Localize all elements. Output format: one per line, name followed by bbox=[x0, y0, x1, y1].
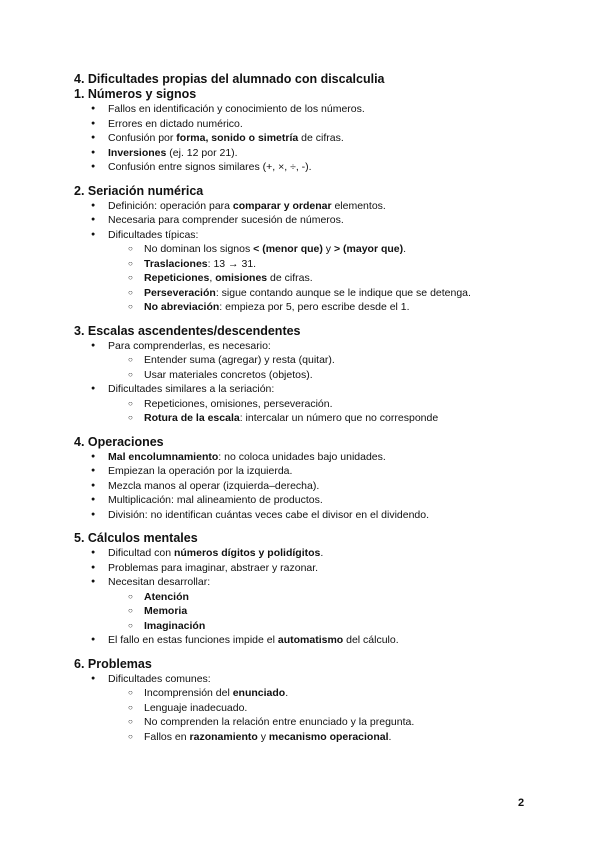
text-segment: Confusión por bbox=[108, 132, 177, 144]
bold-text: números dígitos y polidígitos bbox=[173, 547, 321, 559]
bold-text: Inversiones bbox=[108, 146, 167, 159]
list-item bbox=[74, 633, 554, 648]
list-item bbox=[74, 464, 554, 479]
list-item bbox=[74, 493, 554, 508]
text-segment: : no coloca unidades bajo unidades. bbox=[218, 450, 386, 463]
list-item bbox=[74, 450, 554, 465]
list-item bbox=[74, 131, 554, 146]
sub-list-item bbox=[74, 604, 554, 619]
section-title: 6. Problemas bbox=[74, 656, 152, 671]
list-item bbox=[74, 117, 554, 132]
bold-text: Atención bbox=[144, 590, 189, 603]
sub-list-item bbox=[74, 590, 554, 605]
section-title: 4. Operaciones bbox=[74, 434, 164, 449]
sub-list-item bbox=[74, 686, 554, 701]
bullet-list bbox=[74, 672, 554, 745]
sub-list-item bbox=[74, 411, 554, 426]
text-segment: Lenguaje inadecuado. bbox=[144, 701, 248, 714]
section bbox=[74, 324, 554, 426]
text-segment: Problemas para imaginar, abstraer y razonar. bbox=[108, 561, 319, 574]
bold-text: Memoria bbox=[144, 605, 188, 617]
sub-list-item bbox=[74, 397, 554, 412]
text-segment: Repeticiones, omisiones, perseveración. bbox=[144, 397, 333, 410]
text-segment: de cifras. bbox=[298, 132, 344, 144]
text-segment: Incomprensión del bbox=[144, 687, 233, 699]
section-title: 1. Números y signos bbox=[74, 87, 197, 101]
bold-text: omisiones bbox=[215, 272, 268, 284]
bold-text: Imaginación bbox=[144, 619, 206, 632]
bullet-list bbox=[74, 339, 554, 426]
list-item bbox=[74, 213, 554, 228]
text-segment: Multiplicación: mal alineamiento de productos. bbox=[108, 494, 323, 506]
text-segment: elementos. bbox=[331, 199, 386, 212]
bold-text: < (menor que) bbox=[253, 243, 323, 255]
text-segment: No comprenden la relación entre enunciado y la pregunta. bbox=[144, 716, 415, 728]
sub-bullet-list bbox=[74, 242, 554, 315]
text-segment: de cifras. bbox=[267, 272, 313, 284]
sections-container bbox=[74, 87, 554, 744]
text-segment: (ej. 12 por 21). bbox=[166, 146, 238, 159]
bold-text: automatismo bbox=[277, 634, 344, 646]
bullet-list bbox=[74, 102, 554, 175]
section-title: 3. Escalas ascendentes/descendentes bbox=[74, 323, 301, 338]
bullet-list bbox=[74, 450, 554, 523]
text-segment: Para comprenderlas, es necesario: bbox=[108, 339, 271, 352]
sub-bullet-list bbox=[74, 686, 554, 744]
sub-list-item bbox=[74, 353, 554, 368]
text-segment: Confusión entre signos similares (+, ×, ÷, -). bbox=[108, 161, 312, 173]
list-item bbox=[74, 199, 554, 214]
text-segment: : sigue contando aunque se le indique que se detenga. bbox=[215, 286, 471, 299]
list-item bbox=[74, 160, 554, 175]
sub-list-item bbox=[74, 242, 554, 257]
text-segment: : 13 → 31. bbox=[207, 257, 257, 270]
bold-text: comparar y ordenar bbox=[232, 199, 332, 212]
bold-text: > (mayor que) bbox=[333, 243, 404, 255]
text-segment: Dificultades comunes: bbox=[108, 672, 211, 685]
sub-list-item bbox=[74, 730, 554, 745]
sub-list-item bbox=[74, 368, 554, 383]
document-body bbox=[74, 72, 554, 753]
sub-list-item bbox=[74, 715, 554, 730]
page-number: 2 bbox=[518, 797, 525, 809]
section bbox=[74, 531, 554, 648]
text-segment: Fallos en identificación y conocimiento de los números. bbox=[108, 103, 365, 115]
bold-text: Rotura de la escala bbox=[144, 412, 240, 424]
sub-list-item bbox=[74, 619, 554, 634]
bullet-list bbox=[74, 199, 554, 315]
bold-text: forma, sonido o simetría bbox=[176, 132, 299, 144]
bold-text: Traslaciones bbox=[144, 257, 208, 270]
list-item bbox=[74, 382, 554, 426]
section bbox=[74, 657, 554, 745]
section-title: 2. Seriación numérica bbox=[74, 183, 204, 198]
text-segment: del cálculo. bbox=[343, 634, 399, 646]
text-segment: No dominan los signos bbox=[144, 243, 254, 255]
text-segment: Mezcla manos al operar (izquierda–derecha). bbox=[108, 479, 320, 492]
text-segment: Usar materiales concretos (objetos). bbox=[144, 368, 313, 381]
sub-list-item bbox=[74, 286, 554, 301]
text-segment: . bbox=[403, 243, 407, 255]
text-segment: Entender suma (agregar) y resta (quitar). bbox=[144, 354, 335, 366]
bold-text: Perseveración bbox=[144, 286, 216, 299]
text-segment: Necesitan desarrollar: bbox=[108, 576, 211, 588]
list-item bbox=[74, 508, 554, 523]
list-item bbox=[74, 102, 554, 117]
text-segment: Dificultades similares a la seriación: bbox=[108, 383, 275, 395]
bold-text: razonamiento bbox=[189, 730, 258, 743]
sub-list-item bbox=[74, 300, 554, 315]
bold-text: Mal encolumnamiento bbox=[108, 450, 219, 463]
sub-bullet-list bbox=[74, 590, 554, 634]
list-item bbox=[74, 672, 554, 745]
sub-list-item bbox=[74, 271, 554, 286]
text-segment: Fallos en bbox=[144, 730, 190, 743]
text-segment: Dificultades típicas: bbox=[108, 228, 199, 241]
text-segment: . bbox=[388, 730, 392, 743]
text-segment: Dificultad con bbox=[108, 547, 174, 559]
bold-text: Repeticiones bbox=[144, 272, 210, 284]
sub-bullet-list bbox=[74, 353, 554, 382]
text-segment: y bbox=[322, 243, 334, 255]
bold-text: enunciado bbox=[232, 687, 286, 699]
list-item bbox=[74, 561, 554, 576]
text-segment: Empiezan la operación por la izquierda. bbox=[108, 465, 293, 477]
text-segment: . bbox=[285, 687, 289, 699]
sub-list-item bbox=[74, 701, 554, 716]
list-item bbox=[74, 575, 554, 633]
section-title: 5. Cálculos mentales bbox=[74, 531, 198, 545]
bold-text: mecanismo operacional bbox=[268, 730, 389, 743]
text-segment: y bbox=[257, 730, 269, 743]
section bbox=[74, 435, 554, 523]
text-segment: : empieza por 5, pero escribe desde el 1. bbox=[219, 301, 410, 313]
text-segment: . bbox=[320, 547, 324, 559]
document-title: 4. Dificultades propias del alumnado con discalculia bbox=[74, 72, 385, 86]
text-segment: División: no identifican cuántas veces cabe el divisor en el dividendo. bbox=[108, 508, 430, 521]
list-item bbox=[74, 228, 554, 315]
section bbox=[74, 87, 554, 175]
section bbox=[74, 184, 554, 315]
sub-bullet-list bbox=[74, 397, 554, 426]
text-segment: Definición: operación para bbox=[108, 199, 233, 212]
bullet-list bbox=[74, 546, 554, 648]
text-segment: : intercalar un número que no corresponde bbox=[239, 412, 439, 424]
text-segment: Necesaria para comprender sucesión de números. bbox=[108, 214, 344, 226]
list-item bbox=[74, 339, 554, 383]
text-segment: , bbox=[209, 272, 216, 284]
sub-list-item bbox=[74, 257, 554, 272]
text-segment: Errores en dictado numérico. bbox=[108, 117, 243, 130]
list-item bbox=[74, 479, 554, 494]
list-item bbox=[74, 546, 554, 561]
list-item bbox=[74, 146, 554, 161]
bold-text: No abreviación bbox=[144, 301, 220, 313]
text-segment: El fallo en estas funciones impide el bbox=[108, 634, 278, 646]
